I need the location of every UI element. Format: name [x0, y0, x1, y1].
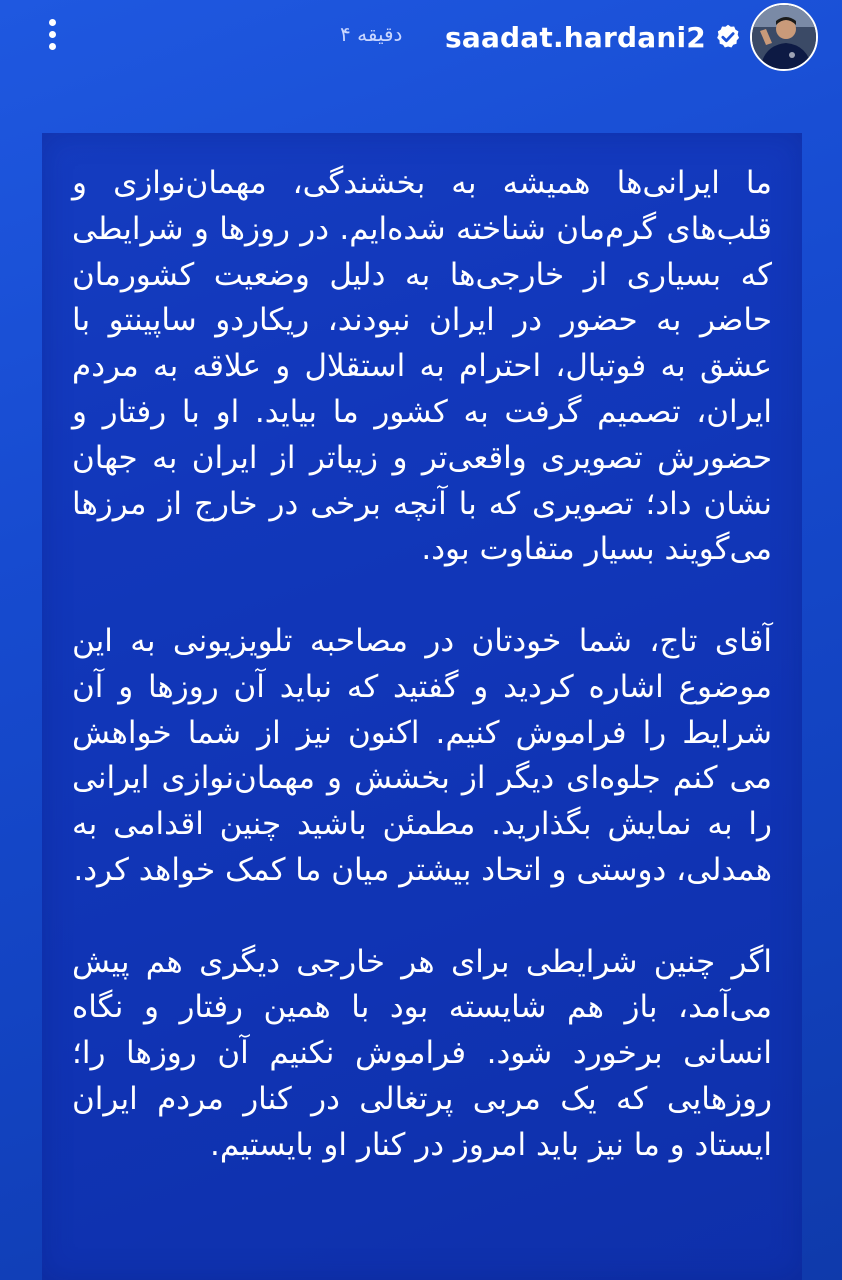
more-vertical-icon-dot: [49, 43, 56, 50]
username[interactable]: saadat.hardani2: [444, 20, 706, 54]
more-vertical-icon: [49, 19, 56, 26]
story-text: [72, 161, 772, 1214]
story-paragraph-2: آقای تاج، شما خودتان در مصاحبه تلویزیونی به این موضوع اشاره کردید و گفتید که نباید آن روزها و آن شرایط را فراموش کنیم. اکنون نیز از شما خواهش می کنم جلوه‌ای دیگر از بخشش و مهمان‌نوازی ایرانی را به نمایش بگذارید. مطمئن باشید چنین اقدامی به همدلی، دوستی و اتحاد بیشتر میان ما کمک خواهد کرد.: [72, 622, 772, 888]
user-profile-link[interactable]: [445, 4, 818, 70]
story-paragraph-1: ما ایرانی‌ها همیشه به بخشندگی، مهمان‌نوازی و قلب‌های گرم‌مان شناخته شده‌ایم. در روزها و شرایطی که بسیاری از خارجی‌ها به دلیل وضعیت کشورمان حاضر به حضور در ایران نبودند، ریکاردو ساپینتو با عشق به فوتبال، احترام به استقلال و علاقه به مردم ایران، تصمیم گرفت به کشور ما بیاید. او با رفتار و حضورش تصویری واقعی‌تر و زیباتر از ایران به جهان نشان داد؛ تصویری که با آنچه برخی در خارج از مرزها می‌گویند بسیار متفاوت بود.: [72, 165, 772, 568]
post-timestamp: ۴ دقیقه: [340, 22, 403, 46]
avatar-image: [752, 5, 816, 69]
more-options-button[interactable]: [34, 12, 70, 56]
verified-badge-icon: [714, 23, 742, 51]
story-paragraph-3: اگر چنین شرایطی برای هر خارجی دیگری هم پیش می‌آمد، باز هم شایسته بود با همین رفتار و نگاه انسانی برخورد شود. فراموش نکنیم آن روزها را؛ روزهایی که یک مربی پرتغالی در کنار مردم ایران ایستاد و ما نیز باید امروز در کنار او بایستیم.: [72, 943, 772, 1163]
story-header: [0, 0, 842, 80]
more-vertical-icon-dot: [49, 31, 56, 38]
avatar[interactable]: [750, 3, 818, 71]
story-text-card: [42, 133, 802, 1280]
